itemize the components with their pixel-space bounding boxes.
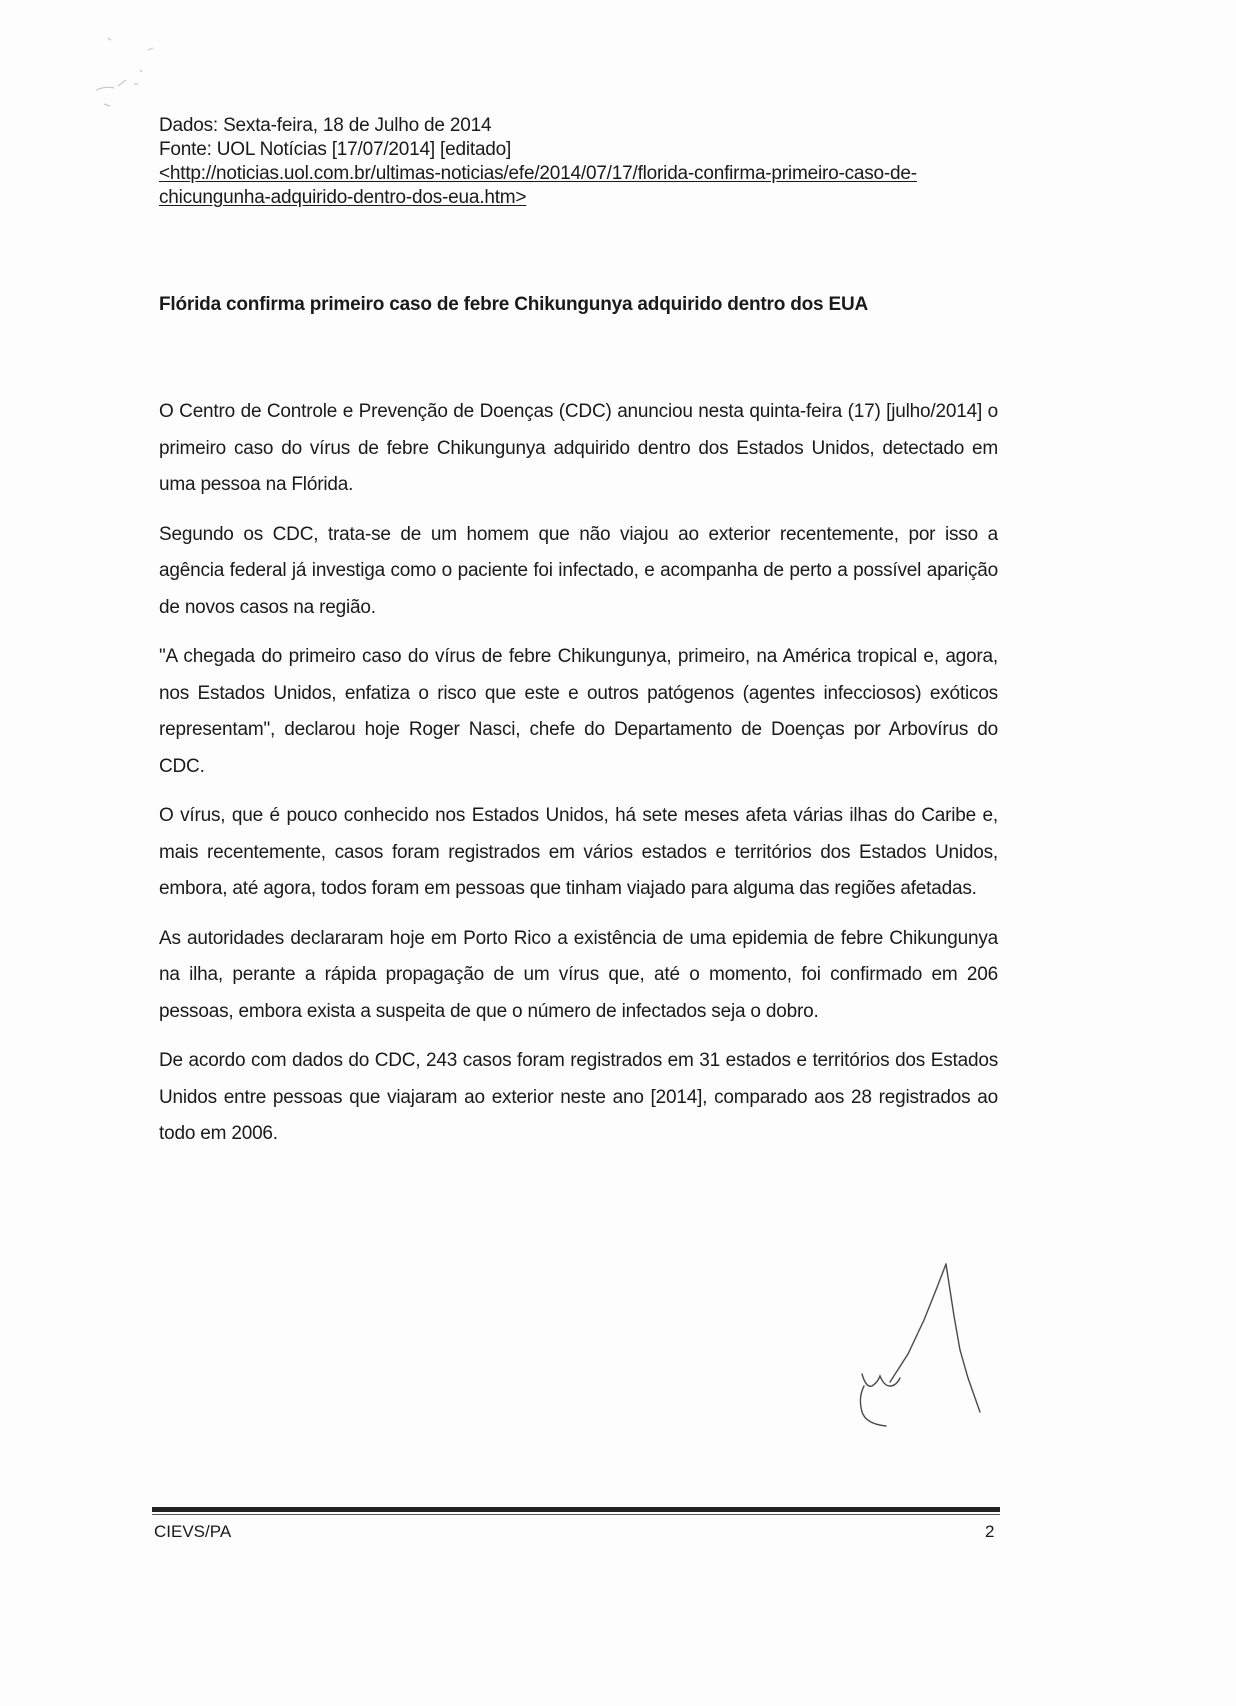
paragraph: De acordo com dados do CDC, 243 casos foram registrados em 31 estados e territórios dos Estados Unidos entre pessoas que viajaram ao exterior neste ano [2014], comparado aos 28 registrados ao todo em 2006. bbox=[159, 1050, 998, 1144]
paragraph: "A chegada do primeiro caso do vírus de febre Chikungunya, primeiro, na América tropical e, agora, nos Estados Unidos, enfatiza o risco que este e outros patógenos (agentes infecciosos) exóticos representam", declarou hoje Roger Nasci, chefe do Departamento de Doenças por Arbovírus do CDC. bbox=[159, 646, 998, 777]
footer-organization: CIEVS/PA bbox=[154, 1522, 232, 1541]
article-title: Flórida confirma primeiro caso de febre Chikungunya adquirido dentro dos EUA bbox=[159, 294, 869, 315]
footer-divider bbox=[152, 1507, 1000, 1512]
source-line: Fonte: UOL Notícias [17/07/2014] [editado] bbox=[159, 139, 512, 160]
handwritten-signature bbox=[850, 1250, 1030, 1450]
source-header bbox=[159, 114, 1059, 210]
page-number: 2 bbox=[985, 1522, 995, 1541]
source-url-line-2[interactable]: chicungunha-adquirido-dentro-dos-eua.htm> bbox=[159, 187, 527, 208]
paragraph: O vírus, que é pouco conhecido nos Estados Unidos, há sete meses afeta várias ilhas do Caribe e, mais recentemente, casos foram registrados em vários estados e territórios dos Estados Unidos, embora, até agora, todos foram em pessoas que tinham viajado para alguma das regiões afetadas. bbox=[159, 805, 998, 899]
date-line: Dados: Sexta-feira, 18 de Julho de 2014 bbox=[159, 115, 492, 136]
paragraph: As autoridades declararam hoje em Porto Rico a existência de uma epidemia de febre Chikungunya na ilha, perante a rápida propagação de um vírus que, até o momento, foi confirmado em 206 pessoas, embora exista a suspeita de que o número de infectados seja o dobro. bbox=[159, 927, 998, 1022]
footer-divider-thin bbox=[152, 1514, 1000, 1515]
source-url-line-1[interactable]: <http://noticias.uol.com.br/ultimas-noticias/efe/2014/07/17/florida-confirma-primeiro-caso-de- bbox=[159, 163, 917, 184]
scan-artifact bbox=[88, 30, 178, 120]
paragraph: O Centro de Controle e Prevenção de Doenças (CDC) anunciou nesta quinta-feira (17) [julho/2014] o primeiro caso do vírus de febre Chikungunya adquirido dentro dos Estados Unidos, detectado em uma pessoa na Flórida. bbox=[159, 401, 998, 495]
paragraph: Segundo os CDC, trata-se de um homem que não viajou ao exterior recentemente, por isso a agência federal já investiga como o paciente foi infectado, e acompanha de perto a possível aparição de novos casos na região. bbox=[159, 523, 998, 618]
article-body bbox=[159, 394, 998, 1166]
